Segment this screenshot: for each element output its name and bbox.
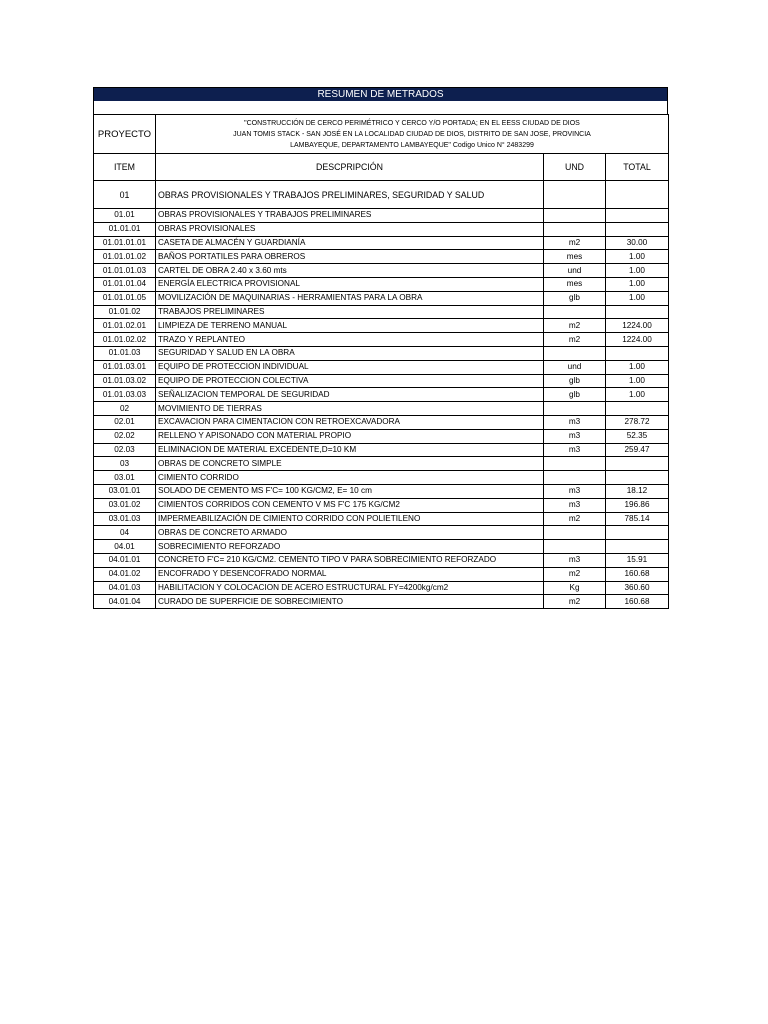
row-unit	[544, 402, 606, 416]
row-description: SEÑALIZACION TEMPORAL DE SEGURIDAD	[156, 388, 544, 402]
row-item-code: 01.01.01.05	[94, 291, 156, 305]
row-description: LIMPIEZA DE TERRENO MANUAL	[156, 319, 544, 333]
table-row	[94, 277, 669, 291]
row-total: 1.00	[606, 291, 669, 305]
row-item-code: 01.01.01.03	[94, 264, 156, 278]
row-total: 1.00	[606, 250, 669, 264]
row-item-code: 04.01.04	[94, 595, 156, 609]
row-unit: m3	[544, 415, 606, 429]
row-unit: mes	[544, 250, 606, 264]
row-description: ENCOFRADO Y DESENCOFRADO NORMAL	[156, 567, 544, 581]
table-row	[94, 209, 669, 223]
row-description: CURADO DE SUPERFICIE DE SOBRECIMIENTO	[156, 595, 544, 609]
row-unit: m2	[544, 236, 606, 250]
row-item-code: 01.01.02.01	[94, 319, 156, 333]
table-row	[94, 360, 669, 374]
table-row	[94, 236, 669, 250]
row-unit	[544, 457, 606, 471]
row-total: 1.00	[606, 360, 669, 374]
table-row	[94, 526, 669, 540]
row-total	[606, 181, 669, 209]
table-row	[94, 388, 669, 402]
row-item-code: 01.01.01.01	[94, 236, 156, 250]
row-description: EQUIPO DE PROTECCION INDIVIDUAL	[156, 360, 544, 374]
table-row	[94, 429, 669, 443]
row-item-code: 01.01.01.02	[94, 250, 156, 264]
header-row	[94, 154, 669, 181]
row-unit: m3	[544, 443, 606, 457]
row-item-code: 02.03	[94, 443, 156, 457]
row-unit: m2	[544, 567, 606, 581]
table-row	[94, 567, 669, 581]
header-unit: UND	[544, 154, 606, 181]
row-unit: glb	[544, 374, 606, 388]
row-description: HABILITACION Y COLOCACION DE ACERO ESTRUCTURAL FY=4200kg/cm2	[156, 581, 544, 595]
row-total: 52.35	[606, 429, 669, 443]
row-description: IMPERMEABILIZACIÓN DE CIMIENTO CORRIDO CON POLIETILENO	[156, 512, 544, 526]
row-unit: und	[544, 360, 606, 374]
row-total	[606, 457, 669, 471]
row-unit: m2	[544, 595, 606, 609]
table-row	[94, 402, 669, 416]
table-row	[94, 319, 669, 333]
row-total	[606, 540, 669, 554]
row-total: 30.00	[606, 236, 669, 250]
row-unit: und	[544, 264, 606, 278]
row-item-code: 03	[94, 457, 156, 471]
row-unit: glb	[544, 388, 606, 402]
row-unit: m2	[544, 512, 606, 526]
row-total: 360.60	[606, 581, 669, 595]
row-total	[606, 222, 669, 236]
row-item-code: 01.01.02	[94, 305, 156, 319]
row-description: MOVILIZACIÓN DE MAQUINARIAS - HERRAMIENTAS PARA LA OBRA	[156, 291, 544, 305]
row-total	[606, 471, 669, 485]
row-item-code: 04.01.02	[94, 567, 156, 581]
proyecto-line-1: "CONSTRUCCIÓN DE CERCO PERIMÉTRICO Y CERCO Y/O PORTADA; EN EL EESS CIUDAD DE DIOS	[244, 119, 580, 127]
row-description: OBRAS DE CONCRETO ARMADO	[156, 526, 544, 540]
row-unit: m3	[544, 553, 606, 567]
row-unit: mes	[544, 277, 606, 291]
table-row	[94, 512, 669, 526]
table-row	[94, 222, 669, 236]
row-item-code: 02	[94, 402, 156, 416]
row-description: CASETA DE ALMACÉN Y GUARDIANÍA	[156, 236, 544, 250]
row-unit	[544, 209, 606, 223]
blank-row	[93, 101, 668, 114]
row-description: TRABAJOS PRELIMINARES	[156, 305, 544, 319]
row-item-code: 01.01.01	[94, 222, 156, 236]
row-description: BAÑOS PORTATILES PARA OBREROS	[156, 250, 544, 264]
table-row	[94, 443, 669, 457]
table-row	[94, 553, 669, 567]
row-total	[606, 402, 669, 416]
row-item-code: 04.01.03	[94, 581, 156, 595]
row-total	[606, 305, 669, 319]
row-description: ELIMINACION DE MATERIAL EXCEDENTE,D=10 KM	[156, 443, 544, 457]
proyecto-line-2: JUAN TOMIS STACK - SAN JOSÉ EN LA LOCALIDAD CIUDAD DE DIOS, DISTRITO DE SAN JOSE, PROVINCIA	[233, 130, 591, 138]
table-row	[94, 415, 669, 429]
row-item-code: 01.01	[94, 209, 156, 223]
sheet-title: RESUMEN DE METRADOS	[93, 87, 668, 101]
table-row	[94, 595, 669, 609]
row-total: 1.00	[606, 264, 669, 278]
row-total	[606, 346, 669, 360]
row-unit: m3	[544, 498, 606, 512]
row-item-code: 01.01.02.02	[94, 333, 156, 347]
table-row	[94, 346, 669, 360]
row-description: SEGURIDAD Y SALUD EN LA OBRA	[156, 346, 544, 360]
row-description: CARTEL DE OBRA 2.40 x 3.60 mts	[156, 264, 544, 278]
row-total: 259.47	[606, 443, 669, 457]
row-unit	[544, 305, 606, 319]
row-item-code: 04.01.01	[94, 553, 156, 567]
row-description: EQUIPO DE PROTECCION COLECTIVA	[156, 374, 544, 388]
row-unit: Kg	[544, 581, 606, 595]
row-item-code: 03.01.02	[94, 498, 156, 512]
table-row	[94, 305, 669, 319]
proyecto-description	[156, 115, 669, 154]
row-total: 18.12	[606, 484, 669, 498]
row-unit: glb	[544, 291, 606, 305]
row-total: 196.86	[606, 498, 669, 512]
row-total: 160.68	[606, 595, 669, 609]
row-description: CIMIENTO CORRIDO	[156, 471, 544, 485]
table-row	[94, 333, 669, 347]
row-description: MOVIMIENTO DE TIERRAS	[156, 402, 544, 416]
row-description: RELLENO Y APISONADO CON MATERIAL PROPIO	[156, 429, 544, 443]
proyecto-row	[94, 115, 669, 154]
row-total: 1224.00	[606, 319, 669, 333]
row-description: OBRAS PROVISIONALES	[156, 222, 544, 236]
row-unit: m3	[544, 429, 606, 443]
row-item-code: 04.01	[94, 540, 156, 554]
row-item-code: 02.02	[94, 429, 156, 443]
row-description: ENERGÍA ELECTRICA PROVISIONAL	[156, 277, 544, 291]
row-item-code: 03.01	[94, 471, 156, 485]
row-description: OBRAS PROVISIONALES Y TRABAJOS PRELIMINARES	[156, 209, 544, 223]
metrados-sheet	[93, 87, 668, 609]
row-total: 160.68	[606, 567, 669, 581]
row-description: CONCRETO F'C= 210 KG/CM2. CEMENTO TIPO V PARA SOBRECIMIENTO REFORZADO	[156, 553, 544, 567]
row-unit: m2	[544, 333, 606, 347]
proyecto-label: PROYECTO	[94, 115, 156, 154]
row-description: SOBRECIMIENTO REFORZADO	[156, 540, 544, 554]
row-item-code: 01.01.03	[94, 346, 156, 360]
row-item-code: 01.01.01.04	[94, 277, 156, 291]
row-description: CIMIENTOS CORRIDOS CON CEMENTO V MS F'C 175 KG/CM2	[156, 498, 544, 512]
row-item-code: 02.01	[94, 415, 156, 429]
row-unit	[544, 471, 606, 485]
row-item-code: 03.01.03	[94, 512, 156, 526]
header-total: TOTAL	[606, 154, 669, 181]
header-description: DESCPRIPCIÓN	[156, 154, 544, 181]
row-total: 1.00	[606, 277, 669, 291]
row-total: 1.00	[606, 388, 669, 402]
row-total: 278.72	[606, 415, 669, 429]
row-unit	[544, 181, 606, 209]
table-row	[94, 540, 669, 554]
row-total: 1.00	[606, 374, 669, 388]
table-row	[94, 457, 669, 471]
table-row	[94, 581, 669, 595]
row-unit: m3	[544, 484, 606, 498]
table-row	[94, 291, 669, 305]
row-total	[606, 209, 669, 223]
table-row	[94, 250, 669, 264]
row-unit: m2	[544, 319, 606, 333]
row-total: 1224.00	[606, 333, 669, 347]
row-item-code: 01.01.03.01	[94, 360, 156, 374]
row-description: OBRAS DE CONCRETO SIMPLE	[156, 457, 544, 471]
row-item-code: 04	[94, 526, 156, 540]
row-total: 785.14	[606, 512, 669, 526]
metrados-table-body	[94, 115, 669, 609]
table-row	[94, 374, 669, 388]
row-description: OBRAS PROVISIONALES Y TRABAJOS PRELIMINARES, SEGURIDAD Y SALUD	[156, 181, 544, 209]
row-description: SOLADO DE CEMENTO MS F'C= 100 KG/CM2, E= 10 cm	[156, 484, 544, 498]
table-row	[94, 471, 669, 485]
row-item-code: 03.01.01	[94, 484, 156, 498]
metrados-table	[93, 114, 669, 609]
row-description: TRAZO Y REPLANTEO	[156, 333, 544, 347]
table-row	[94, 498, 669, 512]
row-description: EXCAVACION PARA CIMENTACION CON RETROEXCAVADORA	[156, 415, 544, 429]
row-total: 15.91	[606, 553, 669, 567]
header-item: ITEM	[94, 154, 156, 181]
table-row	[94, 264, 669, 278]
row-item-code: 01	[94, 181, 156, 209]
row-item-code: 01.01.03.03	[94, 388, 156, 402]
row-unit	[544, 526, 606, 540]
row-total	[606, 526, 669, 540]
row-unit	[544, 346, 606, 360]
table-row	[94, 181, 669, 209]
row-unit	[544, 540, 606, 554]
row-item-code: 01.01.03.02	[94, 374, 156, 388]
proyecto-line-3: LAMBAYEQUE, DEPARTAMENTO LAMBAYEQUE" Codigo Unico N° 2483299	[290, 141, 534, 149]
row-unit	[544, 222, 606, 236]
table-row	[94, 484, 669, 498]
